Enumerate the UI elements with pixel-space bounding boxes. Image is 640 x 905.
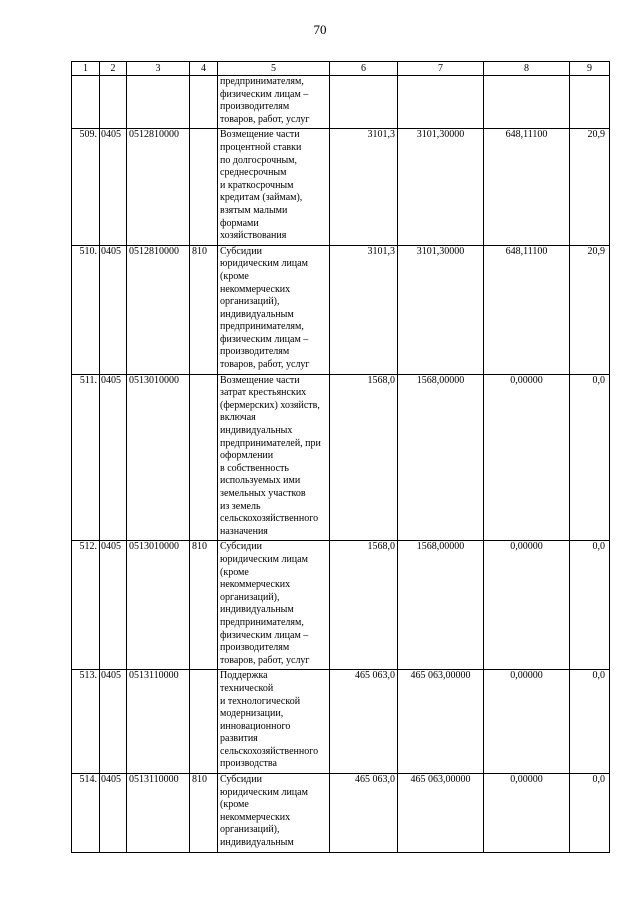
- column-header-4: 4: [190, 62, 218, 76]
- planned-value: 3101,3: [330, 245, 398, 374]
- approved-value: 1568,00000: [398, 374, 484, 541]
- executed-value: 0,00000: [484, 670, 570, 774]
- item-description: Возмещение части процентной ставки по долгосрочным, среднесрочным и краткосрочным кредитам (займам), взятым малыми формами хозяйствования: [218, 129, 330, 245]
- approved-value: 3101,30000: [398, 245, 484, 374]
- table-row: [72, 774, 610, 853]
- execution-percent: 0,0: [570, 374, 610, 541]
- expense-type-code: 810: [190, 774, 218, 853]
- section-code: 0405: [100, 774, 127, 853]
- section-code: 0405: [100, 670, 127, 774]
- column-header-8: 8: [484, 62, 570, 76]
- row-number: 511.: [72, 374, 100, 541]
- target-article-code: 0513110000: [127, 670, 190, 774]
- target-article-code: 0512810000: [127, 129, 190, 245]
- header-row: [72, 62, 610, 76]
- section-code: 0405: [100, 129, 127, 245]
- row-number: 512.: [72, 541, 100, 670]
- expense-type-code: [190, 129, 218, 245]
- target-article-code: 0513010000: [127, 374, 190, 541]
- planned-value: 1568,0: [330, 374, 398, 541]
- section-code: 0405: [100, 245, 127, 374]
- executed-value: 0,00000: [484, 541, 570, 670]
- item-description: Возмещение части затрат крестьянских (фермерских) хозяйств, включая индивидуальных предпринимателей, при оформлении в собственность используемых ими земельных участков из земель сельскохозяйственного назначения: [218, 374, 330, 541]
- executed-value: [484, 76, 570, 129]
- item-description: предпринимателям, физическим лицам – производителям товаров, работ, услуг: [218, 76, 330, 129]
- target-article-code: 0513110000: [127, 774, 190, 853]
- item-description: Субсидии юридическим лицам (кроме некоммерческих организаций), индивидуальным: [218, 774, 330, 853]
- table-row: [72, 670, 610, 774]
- expense-type-code: [190, 374, 218, 541]
- target-article-code: 0513010000: [127, 541, 190, 670]
- row-number: 514.: [72, 774, 100, 853]
- row-number: [72, 76, 100, 129]
- column-header-6: 6: [330, 62, 398, 76]
- execution-percent: 0,0: [570, 774, 610, 853]
- column-header-2: 2: [100, 62, 127, 76]
- planned-value: 465 063,0: [330, 774, 398, 853]
- planned-value: 1568,0: [330, 541, 398, 670]
- table-row: [72, 76, 610, 129]
- approved-value: [398, 76, 484, 129]
- executed-value: 0,00000: [484, 374, 570, 541]
- column-header-9: 9: [570, 62, 610, 76]
- executed-value: 0,00000: [484, 774, 570, 853]
- execution-percent: 20,9: [570, 129, 610, 245]
- approved-value: 465 063,00000: [398, 670, 484, 774]
- planned-value: 3101,3: [330, 129, 398, 245]
- expense-type-code: [190, 670, 218, 774]
- column-header-5: 5: [218, 62, 330, 76]
- execution-percent: 20,9: [570, 245, 610, 374]
- row-number: 510.: [72, 245, 100, 374]
- expense-type-code: [190, 76, 218, 129]
- page-number: 70: [313, 22, 327, 37]
- execution-percent: [570, 76, 610, 129]
- item-description: Субсидии юридическим лицам (кроме некоммерческих организаций), индивидуальным предпринимателям, физическим лицам – производителям товаров, работ, услуг: [218, 541, 330, 670]
- item-description: Поддержка технической и технологической модернизации, инновационного развития сельскохозяйственного производства: [218, 670, 330, 774]
- target-article-code: [127, 76, 190, 129]
- executed-value: 648,11100: [484, 245, 570, 374]
- executed-value: 648,11100: [484, 129, 570, 245]
- section-code: 0405: [100, 541, 127, 670]
- row-number: 509.: [72, 129, 100, 245]
- table-row: [72, 374, 610, 541]
- execution-percent: 0,0: [570, 541, 610, 670]
- target-article-code: 0512810000: [127, 245, 190, 374]
- expense-type-code: 810: [190, 541, 218, 670]
- column-header-3: 3: [127, 62, 190, 76]
- column-header-1: 1: [72, 62, 100, 76]
- table-row: [72, 129, 610, 245]
- approved-value: 3101,30000: [398, 129, 484, 245]
- table-row: [72, 541, 610, 670]
- column-header-7: 7: [398, 62, 484, 76]
- section-code: [100, 76, 127, 129]
- table-row: [72, 245, 610, 374]
- planned-value: [330, 76, 398, 129]
- section-code: 0405: [100, 374, 127, 541]
- approved-value: 1568,00000: [398, 541, 484, 670]
- budget-table: [71, 61, 610, 853]
- expense-type-code: 810: [190, 245, 218, 374]
- execution-percent: 0,0: [570, 670, 610, 774]
- item-description: Субсидии юридическим лицам (кроме некоммерческих организаций), индивидуальным предпринимателям, физическим лицам – производителям товаров, работ, услуг: [218, 245, 330, 374]
- approved-value: 465 063,00000: [398, 774, 484, 853]
- row-number: 513.: [72, 670, 100, 774]
- planned-value: 465 063,0: [330, 670, 398, 774]
